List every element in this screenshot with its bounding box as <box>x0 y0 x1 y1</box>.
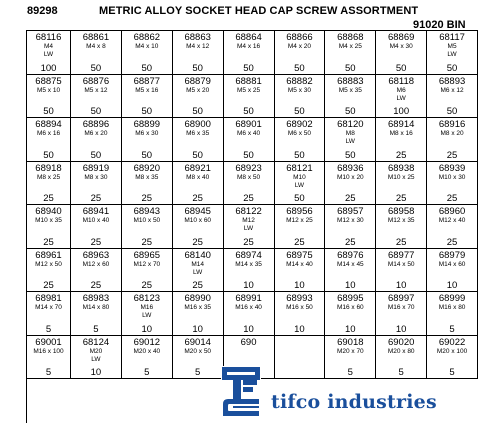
item-code: 68893 <box>438 75 466 87</box>
item-quantity: 25 <box>446 149 458 161</box>
item-cell <box>71 118 122 162</box>
item-size: M6 x 40 <box>237 130 261 138</box>
item-quantity: 50 <box>345 62 356 74</box>
item-size: M4 x 16 <box>237 43 261 50</box>
item-cell <box>224 31 275 75</box>
item-quantity: 5 <box>449 323 455 335</box>
item-quantity: 50 <box>90 106 102 118</box>
item-size: M5 x 12 <box>84 86 108 94</box>
item-quantity: 25 <box>345 236 356 248</box>
item-size: M5 x 20 <box>186 86 210 94</box>
item-quantity: 50 <box>192 106 203 118</box>
item-quantity: 50 <box>243 62 254 74</box>
item-cell <box>224 292 275 336</box>
item-quantity: 50 <box>243 106 254 118</box>
item-quantity: 5 <box>449 367 455 379</box>
item-quantity: 50 <box>141 149 153 161</box>
item-size: M8 x 30 <box>84 173 108 181</box>
item-code: 68979 <box>438 249 466 261</box>
item-cell <box>275 205 326 249</box>
series-lw: LW <box>447 51 457 58</box>
series-m: M5 <box>447 43 457 50</box>
item-quantity: 50 <box>90 62 102 74</box>
item-code: 68939 <box>438 162 466 174</box>
series-m: M20 <box>89 347 103 355</box>
item-code: 68945 <box>184 206 211 218</box>
item-size: M12 x 60 <box>82 260 110 268</box>
item-cell <box>173 118 224 162</box>
item-code: 68990 <box>184 293 211 305</box>
item-quantity: 50 <box>141 62 153 74</box>
item-code: 68958 <box>387 206 415 218</box>
tifco-logo <box>221 366 491 418</box>
item-size: M5 x 10 <box>36 86 61 94</box>
item-cell <box>173 75 224 119</box>
item-code: 68923 <box>235 162 262 174</box>
item-code: 68957 <box>337 206 364 218</box>
item-code: 69014 <box>184 336 211 348</box>
item-cell <box>71 75 122 119</box>
item-size: M14 x 60 <box>438 260 466 268</box>
item-code: 68974 <box>235 249 262 261</box>
series-cell <box>376 75 427 119</box>
item-size: M14 x 45 <box>336 260 364 268</box>
item-size: M5 x 35 <box>338 86 362 94</box>
item-size: M8 x 16 <box>389 130 413 138</box>
item-code: 68977 <box>387 249 415 261</box>
series-lw: LW <box>294 181 305 189</box>
item-code: 68901 <box>235 119 262 131</box>
item-size: M12 x 50 <box>35 260 62 268</box>
tifco-logo-text: tifco industries <box>268 389 440 415</box>
item-cell <box>376 205 427 249</box>
item-quantity: 25 <box>141 280 153 292</box>
series-m: M16 <box>140 304 154 312</box>
item-size: M6 x 16 <box>36 130 61 138</box>
item-code: 68919 <box>82 162 110 174</box>
item-size: M4 x 10 <box>135 43 159 50</box>
item-code: 68916 <box>438 119 466 131</box>
item-quantity: 25 <box>395 236 407 248</box>
item-cell <box>224 118 275 162</box>
series-qty: 100 <box>393 106 410 118</box>
item-code: 68861 <box>82 32 110 43</box>
series-lw: LW <box>91 355 101 363</box>
item-cell <box>27 249 71 293</box>
item-quantity: 50 <box>192 149 203 161</box>
series-qty: 10 <box>90 367 102 379</box>
item-size: M14 x 70 <box>35 304 62 312</box>
item-cell <box>376 118 427 162</box>
item-code: 68997 <box>387 293 415 305</box>
item-cell <box>122 249 173 293</box>
series-qty: 50 <box>294 193 305 205</box>
item-size: M4 x 20 <box>287 43 311 50</box>
item-quantity: 50 <box>395 62 407 74</box>
item-cell <box>173 292 224 336</box>
series-lw: LW <box>243 225 254 233</box>
item-code: 68894 <box>35 119 62 131</box>
item-code: 68866 <box>286 32 313 43</box>
item-cell <box>325 205 376 249</box>
item-quantity: 10 <box>243 280 254 292</box>
item-quantity: 10 <box>395 323 407 335</box>
item-size: M12 x 70 <box>133 260 161 268</box>
item-code: 69001 <box>35 336 62 348</box>
item-cell <box>122 162 173 206</box>
item-code: 68991 <box>235 293 262 305</box>
item-size: M20 x 70 <box>336 347 364 355</box>
item-code: 68881 <box>235 75 262 87</box>
item-code: 68981 <box>35 293 62 305</box>
item-cell <box>427 118 478 162</box>
item-code: 68941 <box>82 206 110 218</box>
item-size: M10 x 40 <box>82 217 110 225</box>
item-size: M10 x 35 <box>35 217 62 225</box>
item-size: M14 x 50 <box>387 260 415 268</box>
item-size: M4 x 25 <box>338 43 362 50</box>
item-size: M16 x 70 <box>387 304 415 312</box>
item-quantity: 25 <box>446 236 458 248</box>
item-size: M20 x 40 <box>133 347 161 355</box>
item-size: M8 x 25 <box>36 173 61 181</box>
item-code: 68879 <box>184 75 211 87</box>
item-code: 68983 <box>82 293 110 305</box>
item-code: 68965 <box>133 249 161 261</box>
item-code: 69012 <box>133 336 161 348</box>
item-size: M5 x 25 <box>237 86 261 94</box>
item-quantity: 10 <box>345 280 356 292</box>
item-quantity: 10 <box>192 323 203 335</box>
series-qty: 25 <box>192 280 203 292</box>
item-code: 68960 <box>438 206 466 218</box>
item-quantity: 25 <box>90 193 102 205</box>
item-size: M5 x 16 <box>135 86 159 94</box>
item-quantity: 5 <box>144 367 150 379</box>
item-cell <box>427 162 478 206</box>
item-cell <box>275 249 326 293</box>
item-quantity: 10 <box>446 280 458 292</box>
series-cell <box>275 162 326 206</box>
bin-label: 91020 BIN <box>413 19 466 31</box>
item-cell <box>427 249 478 293</box>
item-quantity: 5 <box>93 323 99 335</box>
item-size: M10 x 25 <box>387 173 415 181</box>
item-size: M8 x 50 <box>237 173 261 181</box>
item-code: 68869 <box>387 32 415 43</box>
item-size: M4 x 8 <box>86 43 106 50</box>
item-size: M14 x 40 <box>286 260 313 268</box>
series-cell <box>173 249 224 293</box>
series-code: 68121 <box>286 162 313 174</box>
item-cell <box>173 205 224 249</box>
item-size: M16 x 50 <box>286 304 313 312</box>
item-size: M8 x 20 <box>440 130 464 138</box>
item-code: 68943 <box>133 206 161 218</box>
item-cell <box>71 162 122 206</box>
item-quantity: 25 <box>43 280 54 292</box>
item-quantity: 10 <box>243 323 254 335</box>
item-quantity: 5 <box>398 367 404 379</box>
item-size: M6 x 50 <box>287 130 311 138</box>
series-qty: 100 <box>40 62 57 74</box>
series-lw: LW <box>396 94 406 102</box>
item-size: M4 x 12 <box>186 43 210 50</box>
item-quantity: 5 <box>45 323 52 335</box>
item-quantity: 50 <box>43 106 54 118</box>
item-code: 68918 <box>35 162 62 174</box>
series-cell <box>122 292 173 336</box>
item-size: M12 x 30 <box>336 217 364 225</box>
item-size: M20 x 100 <box>436 347 468 355</box>
item-size: M12 x 40 <box>438 217 466 225</box>
item-code: 68863 <box>184 32 211 43</box>
item-cell <box>224 249 275 293</box>
item-quantity: 25 <box>43 193 54 205</box>
item-code: 690 <box>240 336 257 348</box>
item-quantity: 5 <box>45 367 52 379</box>
tifco-logo-mark-icon <box>221 366 261 416</box>
item-cell <box>71 205 122 249</box>
item-cell <box>325 249 376 293</box>
series-code: 68116 <box>35 32 62 43</box>
item-size: M10 x 60 <box>184 217 212 225</box>
item-cell <box>173 162 224 206</box>
item-code: 68864 <box>235 32 262 43</box>
item-code: 68963 <box>82 249 110 261</box>
series-code: 68124 <box>82 336 110 348</box>
item-code: 68975 <box>286 249 313 261</box>
item-quantity: 25 <box>141 236 153 248</box>
item-code: 68938 <box>387 162 415 174</box>
item-cell <box>325 31 376 75</box>
item-size: M14 x 80 <box>82 304 110 312</box>
item-code: 68900 <box>184 119 211 131</box>
item-quantity: 50 <box>294 62 305 74</box>
item-size: M6 x 12 <box>440 86 464 94</box>
item-size: M16 x 60 <box>336 304 364 312</box>
item-code: 68921 <box>184 162 211 174</box>
item-quantity: 25 <box>192 236 203 248</box>
series-qty: 25 <box>243 236 254 248</box>
item-cell <box>376 249 427 293</box>
item-cell <box>427 75 478 119</box>
item-cell <box>427 205 478 249</box>
series-cell <box>427 31 478 75</box>
series-lw: LW <box>43 51 54 58</box>
item-quantity: 50 <box>141 106 153 118</box>
item-cell <box>122 205 173 249</box>
item-quantity: 25 <box>43 236 54 248</box>
item-code: 68995 <box>337 293 364 305</box>
series-code: 68118 <box>388 75 415 87</box>
item-code: 69020 <box>387 336 415 348</box>
series-cell <box>325 118 376 162</box>
item-quantity: 50 <box>43 149 54 161</box>
item-cell <box>325 75 376 119</box>
item-cell <box>122 118 173 162</box>
item-cell <box>376 292 427 336</box>
item-code: 68883 <box>337 75 364 87</box>
series-code: 68122 <box>235 206 262 218</box>
item-quantity: 25 <box>90 280 102 292</box>
item-code: 68920 <box>133 162 161 174</box>
item-code: 68876 <box>82 75 110 87</box>
item-code: 68976 <box>337 249 364 261</box>
item-cell <box>275 118 326 162</box>
item-cell <box>27 162 71 206</box>
item-quantity: 25 <box>243 193 254 205</box>
item-cell <box>275 292 326 336</box>
series-m: M4 <box>43 43 54 50</box>
item-code: 68956 <box>286 206 313 218</box>
series-qty: 50 <box>345 149 356 161</box>
item-size: M16 x 35 <box>184 304 212 312</box>
item-cell <box>71 249 122 293</box>
series-code: 68120 <box>337 119 364 131</box>
item-cell <box>71 292 122 336</box>
item-code: 69022 <box>438 336 466 348</box>
item-cell <box>27 292 71 336</box>
item-size: M20 x 80 <box>387 347 415 355</box>
item-cell <box>122 336 173 380</box>
item-quantity: 5 <box>347 367 353 379</box>
item-cell <box>224 75 275 119</box>
assortment-grid <box>26 30 478 423</box>
item-quantity: 50 <box>446 106 458 118</box>
item-cell <box>122 75 173 119</box>
item-size: M12 x 35 <box>387 217 415 225</box>
item-cell <box>27 75 71 119</box>
item-size: M10 x 20 <box>336 173 364 181</box>
item-quantity: 25 <box>395 149 407 161</box>
series-cell <box>27 31 71 75</box>
series-code: 68117 <box>439 32 465 43</box>
item-size: M8 x 40 <box>186 173 210 181</box>
item-code: 68877 <box>133 75 161 87</box>
series-code: 68140 <box>184 249 211 261</box>
series-m: M6 <box>396 86 406 94</box>
item-quantity: 25 <box>141 193 153 205</box>
item-size: M6 x 20 <box>84 130 108 138</box>
item-code: 68993 <box>286 293 313 305</box>
item-code: 68940 <box>35 206 62 218</box>
series-lw: LW <box>142 312 152 320</box>
item-code: 69018 <box>337 336 364 348</box>
item-size: M5 x 30 <box>287 86 311 94</box>
item-quantity: 50 <box>243 149 254 161</box>
item-quantity: 25 <box>90 236 102 248</box>
item-quantity: 10 <box>294 280 305 292</box>
series-cell <box>71 336 122 380</box>
item-quantity: 50 <box>294 106 305 118</box>
item-cell <box>27 118 71 162</box>
document-number: 89298 <box>27 5 58 17</box>
item-quantity: 50 <box>90 149 102 161</box>
item-cell <box>173 31 224 75</box>
item-size: M10 x 30 <box>438 173 466 181</box>
series-m: M8 <box>345 130 355 138</box>
item-code: 68936 <box>337 162 364 174</box>
item-quantity: 10 <box>294 323 305 335</box>
item-quantity: 25 <box>192 193 203 205</box>
item-code: 68875 <box>35 75 62 87</box>
series-m: M10 <box>293 173 306 181</box>
item-quantity: 5 <box>195 367 201 379</box>
item-cell <box>325 162 376 206</box>
item-quantity: 50 <box>345 106 356 118</box>
item-cell <box>376 31 427 75</box>
series-m: M14 <box>191 260 205 268</box>
item-code: 68961 <box>35 249 62 261</box>
item-code: 68882 <box>286 75 313 87</box>
item-cell <box>122 31 173 75</box>
series-qty: 50 <box>446 62 458 74</box>
series-code: 68123 <box>133 293 161 305</box>
item-code: 68899 <box>133 119 161 131</box>
item-cell <box>224 162 275 206</box>
item-quantity: 10 <box>345 323 356 335</box>
item-quantity: 10 <box>395 280 407 292</box>
item-size: M4 x 30 <box>389 43 413 50</box>
item-quantity: 25 <box>294 236 305 248</box>
item-cell <box>173 336 224 380</box>
item-size: M8 x 35 <box>135 173 159 181</box>
item-cell <box>427 292 478 336</box>
item-cell <box>27 336 71 380</box>
item-quantity: 50 <box>294 149 305 161</box>
item-code: 68862 <box>133 32 161 43</box>
item-size: M10 x 50 <box>133 217 161 225</box>
item-quantity: 25 <box>446 193 458 205</box>
item-size: M16 x 80 <box>438 304 466 312</box>
item-cell <box>376 162 427 206</box>
item-size: M20 x 50 <box>184 347 212 355</box>
series-m: M12 <box>242 217 255 225</box>
item-code: 68868 <box>337 32 364 43</box>
item-cell <box>275 75 326 119</box>
item-code: 68914 <box>387 119 415 131</box>
item-cell <box>27 205 71 249</box>
item-cell <box>325 292 376 336</box>
item-quantity: 25 <box>345 193 356 205</box>
document-title: METRIC ALLOY SOCKET HEAD CAP SCREW ASSORTMENT <box>99 5 419 17</box>
item-size: M14 x 35 <box>235 260 262 268</box>
item-cell <box>71 31 122 75</box>
item-code: 68896 <box>82 119 110 131</box>
item-size: M12 x 25 <box>286 217 313 225</box>
item-size: M16 x 40 <box>235 304 262 312</box>
series-lw: LW <box>193 268 203 276</box>
page-header <box>0 0 496 30</box>
item-code: 68902 <box>286 119 313 131</box>
series-cell <box>224 205 275 249</box>
series-qty: 10 <box>141 323 153 335</box>
item-quantity: 50 <box>192 62 203 74</box>
series-lw: LW <box>345 138 355 146</box>
item-cell <box>275 31 326 75</box>
item-code: 68999 <box>438 293 466 305</box>
item-size: M6 x 30 <box>135 130 159 138</box>
item-quantity: 25 <box>395 193 407 205</box>
item-size: M6 x 35 <box>186 130 210 138</box>
item-size: M16 x 100 <box>33 347 64 355</box>
